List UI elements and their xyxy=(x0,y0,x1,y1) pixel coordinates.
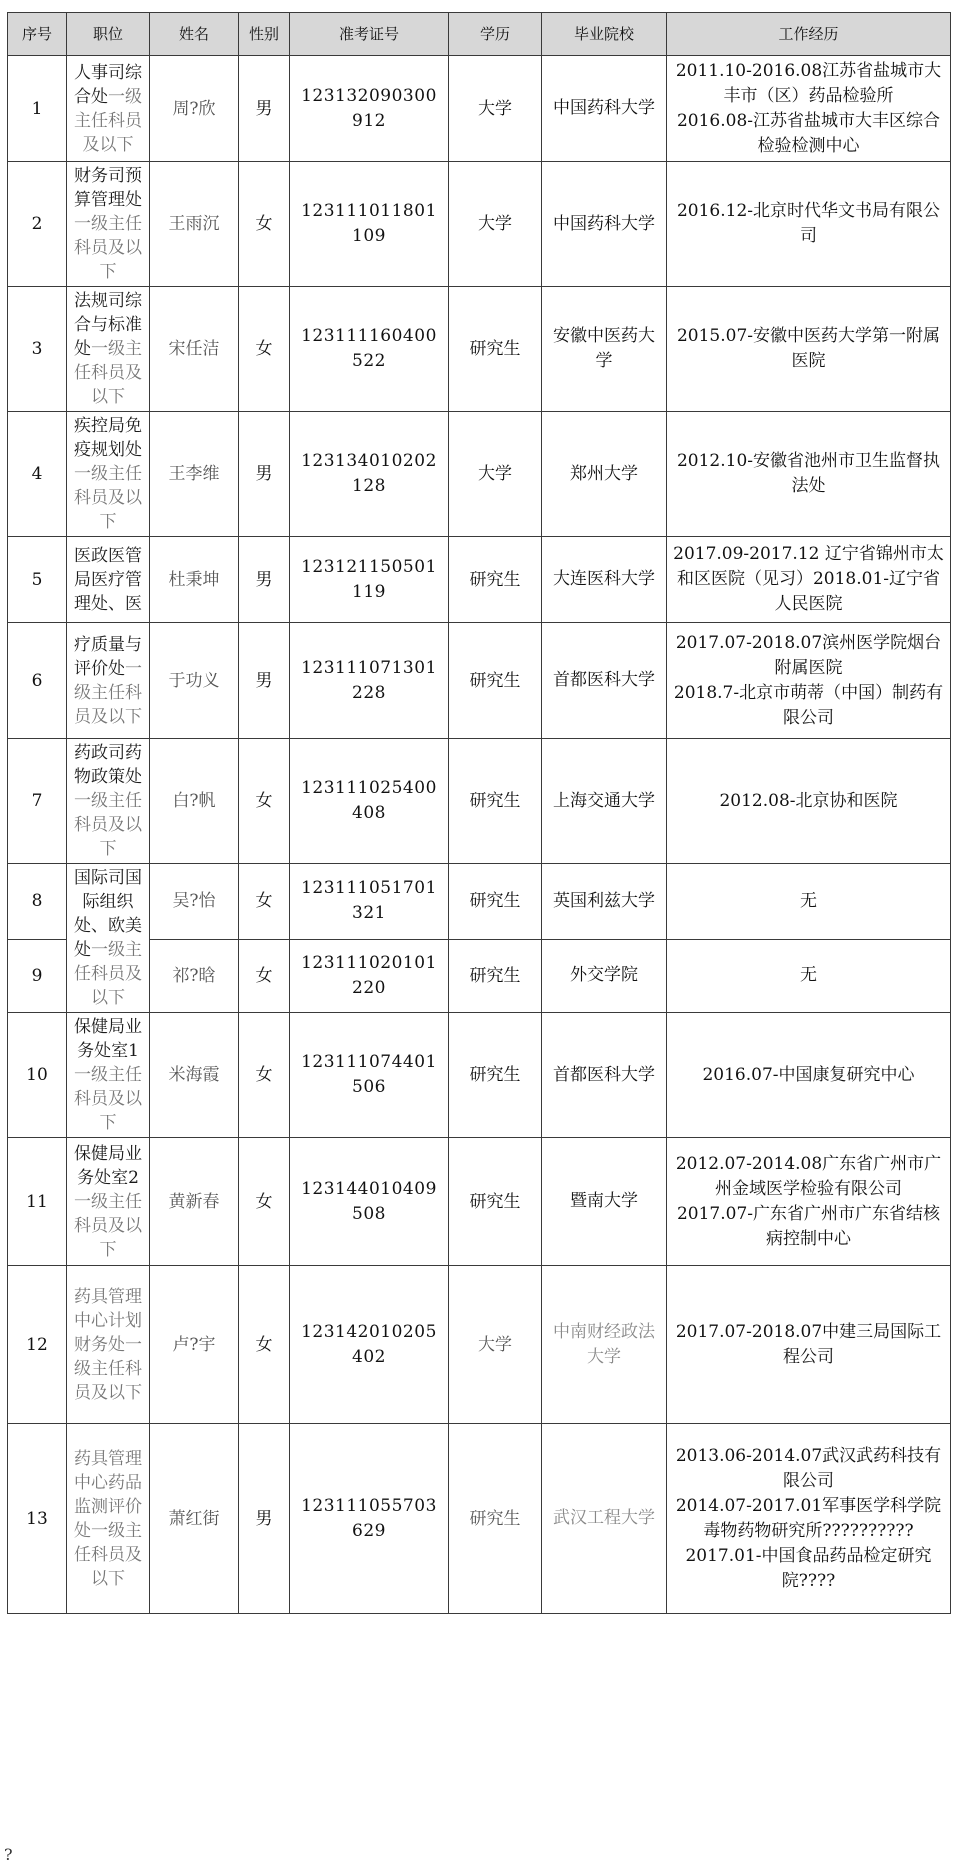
table-row xyxy=(8,623,951,739)
row-position: 药具管理中心计划财务处一级主任科员及以下 xyxy=(67,1266,150,1424)
row-education: 大学 xyxy=(449,56,542,162)
row-no: 10 xyxy=(8,1013,67,1138)
row-no: 7 xyxy=(8,739,67,864)
table-row xyxy=(8,939,951,1012)
row-position: 保健局业务处室2一级主任科员及以下 xyxy=(67,1138,150,1266)
row-exam-id: 123121150501119 xyxy=(290,537,449,623)
row-school: 外交学院 xyxy=(542,939,667,1012)
row-school: 武汉工程大学 xyxy=(542,1424,667,1614)
row-name: 黄新春 xyxy=(150,1138,239,1266)
row-gender: 男 xyxy=(239,56,290,162)
row-position: 医政医管局医疗管理处、医 xyxy=(67,537,150,623)
row-gender: 男 xyxy=(239,623,290,739)
header-school: 毕业院校 xyxy=(542,13,667,56)
table-row xyxy=(8,739,951,864)
row-school: 首都医科大学 xyxy=(542,1013,667,1138)
table-row xyxy=(8,56,951,162)
row-gender: 女 xyxy=(239,939,290,1012)
row-school: 首都医科大学 xyxy=(542,623,667,739)
table-row xyxy=(8,287,951,412)
row-education: 研究生 xyxy=(449,1424,542,1614)
row-no: 9 xyxy=(8,939,67,1012)
row-no: 8 xyxy=(8,864,67,940)
row-exam-id: 123134010202128 xyxy=(290,412,449,537)
row-education: 大学 xyxy=(449,1266,542,1424)
row-position: 人事司综合处一级主任科员及以下 xyxy=(67,56,150,162)
row-no: 4 xyxy=(8,412,67,537)
row-exam-id: 123111055703629 xyxy=(290,1424,449,1614)
row-experience: 2011.10-2016.08江苏省盐城市大丰市（区）药品检验所 2016.08-江苏省盐城市大丰区综合检验检测中心 xyxy=(667,56,951,162)
row-education: 研究生 xyxy=(449,287,542,412)
row-no: 6 xyxy=(8,623,67,739)
row-name: 祁?晗 xyxy=(150,939,239,1012)
table-row xyxy=(8,864,951,940)
row-position: 疾控局免疫规划处一级主任科员及以下 xyxy=(67,412,150,537)
row-gender: 女 xyxy=(239,1266,290,1424)
row-experience: 2013.06-2014.07武汉武药科技有限公司 2014.07-2017.01军事医学科学院毒物药物研究所?????????? 2017.01-中国食品药品检定研究院???? xyxy=(667,1424,951,1614)
row-position: 药具管理中心药品监测评价处一级主任科员及以下 xyxy=(67,1424,150,1614)
row-gender: 女 xyxy=(239,864,290,940)
row-position: 药政司药物政策处一级主任科员及以下 xyxy=(67,739,150,864)
row-exam-id: 123111074401506 xyxy=(290,1013,449,1138)
row-exam-id: 123111011801109 xyxy=(290,162,449,287)
row-name: 卢?宇 xyxy=(150,1266,239,1424)
row-name: 王李维 xyxy=(150,412,239,537)
row-education: 研究生 xyxy=(449,864,542,940)
row-school: 中国药科大学 xyxy=(542,162,667,287)
header-name: 姓名 xyxy=(150,13,239,56)
row-gender: 女 xyxy=(239,1013,290,1138)
row-gender: 男 xyxy=(239,537,290,623)
row-name: 王雨沉 xyxy=(150,162,239,287)
row-exam-id: 123111160400522 xyxy=(290,287,449,412)
row-school: 英国利兹大学 xyxy=(542,864,667,940)
row-education: 研究生 xyxy=(449,739,542,864)
row-school: 中国药科大学 xyxy=(542,56,667,162)
row-exam-id: 123111020101220 xyxy=(290,939,449,1012)
row-education: 研究生 xyxy=(449,1138,542,1266)
row-gender: 男 xyxy=(239,412,290,537)
table-row xyxy=(8,1424,951,1614)
row-experience: 2017.07-2018.07中建三局国际工程公司 xyxy=(667,1266,951,1424)
row-name: 宋任洁 xyxy=(150,287,239,412)
table-row xyxy=(8,537,951,623)
row-no: 3 xyxy=(8,287,67,412)
row-no: 5 xyxy=(8,537,67,623)
row-gender: 女 xyxy=(239,162,290,287)
row-name: 吴?怡 xyxy=(150,864,239,940)
row-name: 白?帆 xyxy=(150,739,239,864)
row-experience: 2012.10-安徽省池州市卫生监督执法处 xyxy=(667,412,951,537)
row-name: 米海霞 xyxy=(150,1013,239,1138)
row-education: 大学 xyxy=(449,162,542,287)
header-no: 序号 xyxy=(8,13,67,56)
row-education: 研究生 xyxy=(449,537,542,623)
row-no: 11 xyxy=(8,1138,67,1266)
row-school: 大连医科大学 xyxy=(542,537,667,623)
row-gender: 男 xyxy=(239,1424,290,1614)
row-position: 保健局业务处室1一级主任科员及以下 xyxy=(67,1013,150,1138)
row-experience: 2017.07-2018.07滨州医学院烟台附属医院 2018.7-北京市萌蒂（中国）制药有限公司 xyxy=(667,623,951,739)
row-no: 12 xyxy=(8,1266,67,1424)
header-exam-id: 准考证号 xyxy=(290,13,449,56)
header-gender: 性别 xyxy=(239,13,290,56)
row-school: 暨南大学 xyxy=(542,1138,667,1266)
row-experience: 2012.08-北京协和医院 xyxy=(667,739,951,864)
row-name: 周?欣 xyxy=(150,56,239,162)
row-position: 财务司预算管理处一级主任科员及以下 xyxy=(67,162,150,287)
header-education: 学历 xyxy=(449,13,542,56)
row-exam-id: 123132090300912 xyxy=(290,56,449,162)
header-experience: 工作经历 xyxy=(667,13,951,56)
row-gender: 女 xyxy=(239,287,290,412)
row-exam-id: 123111071301228 xyxy=(290,623,449,739)
row-exam-id: 123142010205402 xyxy=(290,1266,449,1424)
candidate-table xyxy=(7,12,951,1614)
row-school: 中南财经政法大学 xyxy=(542,1266,667,1424)
row-experience: 2016.12-北京时代华文书局有限公司 xyxy=(667,162,951,287)
row-name: 杜秉坤 xyxy=(150,537,239,623)
row-experience: 无 xyxy=(667,864,951,940)
row-exam-id: 123144010409508 xyxy=(290,1138,449,1266)
row-education: 研究生 xyxy=(449,623,542,739)
row-education: 大学 xyxy=(449,412,542,537)
row-school: 上海交通大学 xyxy=(542,739,667,864)
row-exam-id: 123111025400408 xyxy=(290,739,449,864)
row-name: 于功义 xyxy=(150,623,239,739)
row-education: 研究生 xyxy=(449,939,542,1012)
row-experience: 2017.09-2017.12 辽宁省锦州市太和区医院（见习）2018.01-辽宁省人民医院 xyxy=(667,537,951,623)
row-name: 萧红街 xyxy=(150,1424,239,1614)
row-experience: 2016.07-中国康复研究中心 xyxy=(667,1013,951,1138)
row-experience: 2015.07-安徽中医药大学第一附属医院 xyxy=(667,287,951,412)
row-education: 研究生 xyxy=(449,1013,542,1138)
footnote: ? xyxy=(4,1845,13,1864)
row-no: 2 xyxy=(8,162,67,287)
row-exam-id: 123111051701321 xyxy=(290,864,449,940)
header-position: 职位 xyxy=(67,13,150,56)
row-no: 1 xyxy=(8,56,67,162)
row-no: 13 xyxy=(8,1424,67,1614)
table-row xyxy=(8,412,951,537)
row-school: 安徽中医药大学 xyxy=(542,287,667,412)
table-row xyxy=(8,1013,951,1138)
table-row xyxy=(8,1138,951,1266)
row-experience: 无 xyxy=(667,939,951,1012)
row-position: 疗质量与评价处一级主任科员及以下 xyxy=(67,623,150,739)
row-gender: 女 xyxy=(239,1138,290,1266)
row-experience: 2012.07-2014.08广东省广州市广州金域医学检验有限公司 2017.07-广东省广州市广东省结核病控制中心 xyxy=(667,1138,951,1266)
row-gender: 女 xyxy=(239,739,290,864)
header-row xyxy=(8,13,951,56)
row-school: 郑州大学 xyxy=(542,412,667,537)
table-row xyxy=(8,162,951,287)
row-position: 国际司国际组织处、欧美处一级主任科员及以下 xyxy=(67,864,150,1013)
table-row xyxy=(8,1266,951,1424)
row-position: 法规司综合与标准处一级主任科员及以下 xyxy=(67,287,150,412)
